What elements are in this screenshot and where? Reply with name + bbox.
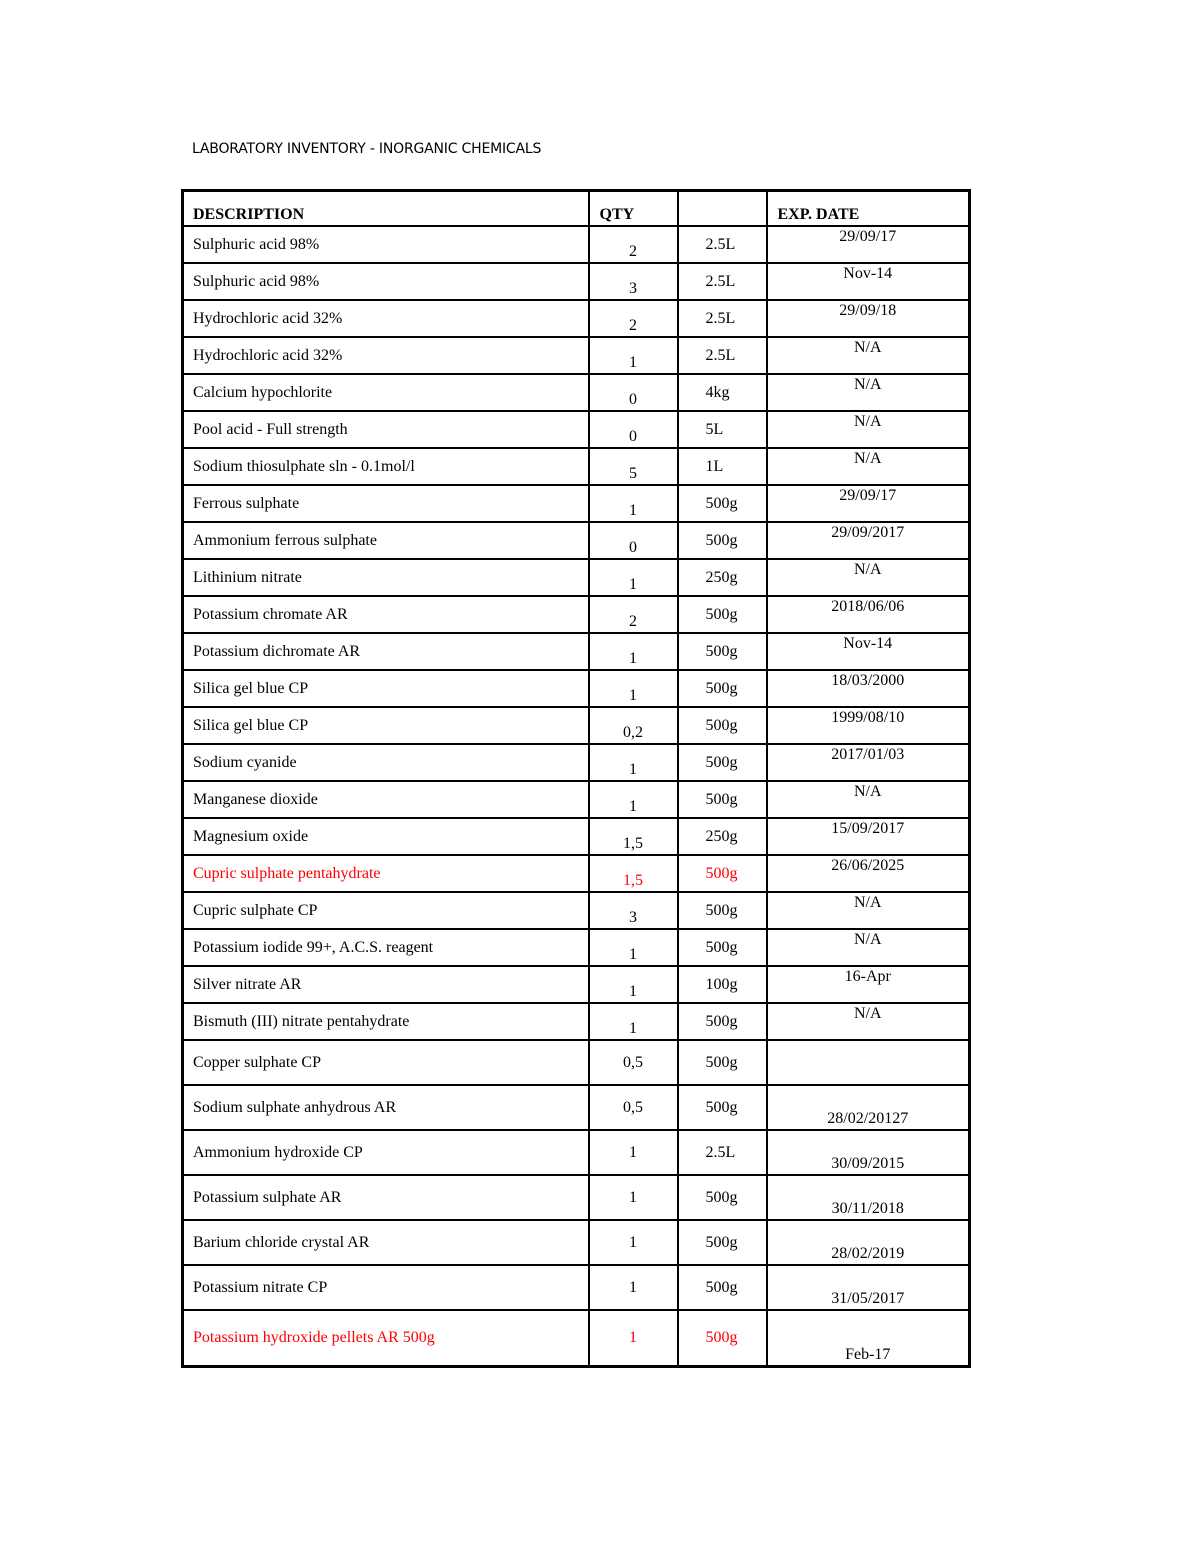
cell-exp-date: N/A	[767, 448, 970, 485]
cell-description: Sulphuric acid 98%	[183, 263, 589, 300]
cell-qty: 5	[589, 448, 678, 485]
cell-qty: 1	[589, 966, 678, 1003]
cell-exp-date: 28/02/20127	[767, 1085, 970, 1130]
cell-unit: 500g	[678, 929, 767, 966]
cell-exp-date: 1999/08/10	[767, 707, 970, 744]
cell-exp-date: N/A	[767, 1003, 970, 1040]
table-row	[183, 300, 970, 337]
cell-qty: 1	[589, 929, 678, 966]
table-row	[183, 781, 970, 818]
cell-unit: 100g	[678, 966, 767, 1003]
cell-qty: 1	[589, 1175, 678, 1220]
cell-description: Sulphuric acid 98%	[183, 226, 589, 263]
cell-exp-date: 29/09/17	[767, 226, 970, 263]
cell-unit: 500g	[678, 1175, 767, 1220]
cell-qty: 1	[589, 1310, 678, 1366]
cell-unit: 2.5L	[678, 263, 767, 300]
cell-description: Cupric sulphate CP	[183, 892, 589, 929]
cell-exp-date: 28/02/2019	[767, 1220, 970, 1265]
cell-qty: 0,5	[589, 1085, 678, 1130]
cell-description: Copper sulphate CP	[183, 1040, 589, 1085]
table-row	[183, 892, 970, 929]
cell-exp-date: 2017/01/03	[767, 744, 970, 781]
cell-description: Sodium cyanide	[183, 744, 589, 781]
cell-unit: 500g	[678, 1220, 767, 1265]
table-row	[183, 485, 970, 522]
cell-description: Potassium sulphate AR	[183, 1175, 589, 1220]
table-row	[183, 1003, 970, 1040]
cell-description: Cupric sulphate pentahydrate	[183, 855, 589, 892]
cell-description: Calcium hypochlorite	[183, 374, 589, 411]
cell-unit: 500g	[678, 781, 767, 818]
cell-description: Potassium iodide 99+, A.C.S. reagent	[183, 929, 589, 966]
cell-exp-date: N/A	[767, 559, 970, 596]
cell-description: Barium chloride crystal AR	[183, 1220, 589, 1265]
table-row	[183, 411, 970, 448]
cell-exp-date: 29/09/2017	[767, 522, 970, 559]
cell-exp-date: 26/06/2025	[767, 855, 970, 892]
cell-unit: 500g	[678, 1265, 767, 1310]
cell-description: Manganese dioxide	[183, 781, 589, 818]
cell-qty: 1	[589, 337, 678, 374]
table-row	[183, 929, 970, 966]
table-row	[183, 1175, 970, 1220]
cell-qty: 1,5	[589, 818, 678, 855]
table-row	[183, 374, 970, 411]
cell-unit: 500g	[678, 522, 767, 559]
cell-description: Ferrous sulphate	[183, 485, 589, 522]
cell-exp-date: 15/09/2017	[767, 818, 970, 855]
cell-description: Hydrochloric acid 32%	[183, 337, 589, 374]
cell-qty: 1	[589, 1265, 678, 1310]
cell-unit: 500g	[678, 855, 767, 892]
cell-unit: 500g	[678, 1003, 767, 1040]
cell-exp-date: Nov-14	[767, 633, 970, 670]
cell-qty: 1	[589, 670, 678, 707]
cell-exp-date: 31/05/2017	[767, 1265, 970, 1310]
cell-unit: 500g	[678, 1310, 767, 1366]
table-row	[183, 633, 970, 670]
cell-exp-date: 29/09/17	[767, 485, 970, 522]
cell-unit: 500g	[678, 670, 767, 707]
cell-unit: 250g	[678, 559, 767, 596]
cell-description: Silica gel blue CP	[183, 707, 589, 744]
cell-exp-date: N/A	[767, 892, 970, 929]
cell-qty: 1	[589, 1130, 678, 1175]
cell-exp-date	[767, 1040, 970, 1085]
cell-description: Bismuth (III) nitrate pentahydrate	[183, 1003, 589, 1040]
cell-exp-date: N/A	[767, 411, 970, 448]
cell-unit: 500g	[678, 892, 767, 929]
table-row	[183, 1265, 970, 1310]
header-exp-date: EXP. DATE	[767, 191, 970, 227]
cell-description: Silica gel blue CP	[183, 670, 589, 707]
cell-unit: 5L	[678, 411, 767, 448]
table-row	[183, 670, 970, 707]
cell-description: Potassium hydroxide pellets AR 500g	[183, 1310, 589, 1366]
table-row	[183, 263, 970, 300]
cell-exp-date: N/A	[767, 781, 970, 818]
cell-description: Ammonium ferrous sulphate	[183, 522, 589, 559]
table-row	[183, 522, 970, 559]
cell-unit: 500g	[678, 744, 767, 781]
header-qty: QTY	[589, 191, 678, 227]
cell-qty: 3	[589, 892, 678, 929]
cell-qty: 2	[589, 596, 678, 633]
header-description: DESCRIPTION	[183, 191, 589, 227]
table-row	[183, 226, 970, 263]
cell-qty: 2	[589, 300, 678, 337]
cell-unit: 1L	[678, 448, 767, 485]
table-body	[183, 226, 970, 1366]
cell-exp-date: 29/09/18	[767, 300, 970, 337]
table-row	[183, 1310, 970, 1366]
cell-qty: 0	[589, 374, 678, 411]
cell-unit: 500g	[678, 1085, 767, 1130]
cell-qty: 1	[589, 744, 678, 781]
cell-exp-date: Feb-17	[767, 1310, 970, 1366]
header-unit	[678, 191, 767, 227]
cell-exp-date: N/A	[767, 337, 970, 374]
cell-qty: 1	[589, 559, 678, 596]
cell-description: Pool acid - Full strength	[183, 411, 589, 448]
table-row	[183, 337, 970, 374]
table-row	[183, 818, 970, 855]
cell-description: Potassium chromate AR	[183, 596, 589, 633]
cell-qty: 2	[589, 226, 678, 263]
table-row	[183, 1040, 970, 1085]
cell-unit: 2.5L	[678, 1130, 767, 1175]
cell-description: Ammonium hydroxide CP	[183, 1130, 589, 1175]
cell-exp-date: 2018/06/06	[767, 596, 970, 633]
table-row	[183, 1130, 970, 1175]
cell-qty: 0	[589, 522, 678, 559]
cell-description: Potassium nitrate CP	[183, 1265, 589, 1310]
cell-description: Lithinium nitrate	[183, 559, 589, 596]
table-row	[183, 744, 970, 781]
cell-qty: 0,5	[589, 1040, 678, 1085]
cell-unit: 500g	[678, 707, 767, 744]
table-row	[183, 855, 970, 892]
cell-unit: 500g	[678, 633, 767, 670]
cell-unit: 500g	[678, 596, 767, 633]
table-row	[183, 448, 970, 485]
table-row	[183, 596, 970, 633]
cell-qty: 0	[589, 411, 678, 448]
document-title: LABORATORY INVENTORY - INORGANIC CHEMICALS	[192, 141, 542, 157]
cell-exp-date: 30/09/2015	[767, 1130, 970, 1175]
cell-description: Potassium dichromate AR	[183, 633, 589, 670]
table-row	[183, 1220, 970, 1265]
cell-exp-date: 30/11/2018	[767, 1175, 970, 1220]
cell-unit: 500g	[678, 1040, 767, 1085]
cell-qty: 1,5	[589, 855, 678, 892]
cell-unit: 2.5L	[678, 300, 767, 337]
cell-qty: 1	[589, 1003, 678, 1040]
table-row	[183, 966, 970, 1003]
table-row	[183, 707, 970, 744]
cell-description: Sodium sulphate anhydrous AR	[183, 1085, 589, 1130]
cell-exp-date: 18/03/2000	[767, 670, 970, 707]
cell-exp-date: N/A	[767, 374, 970, 411]
cell-qty: 3	[589, 263, 678, 300]
inventory-table	[181, 189, 971, 1368]
cell-description: Sodium thiosulphate sln - 0.1mol/l	[183, 448, 589, 485]
table-row	[183, 559, 970, 596]
cell-unit: 2.5L	[678, 226, 767, 263]
cell-description: Hydrochloric acid 32%	[183, 300, 589, 337]
cell-qty: 0,2	[589, 707, 678, 744]
cell-unit: 250g	[678, 818, 767, 855]
cell-unit: 4kg	[678, 374, 767, 411]
cell-exp-date: Nov-14	[767, 263, 970, 300]
cell-unit: 500g	[678, 485, 767, 522]
cell-exp-date: 16-Apr	[767, 966, 970, 1003]
table-header-row	[183, 191, 970, 227]
cell-exp-date: N/A	[767, 929, 970, 966]
cell-unit: 2.5L	[678, 337, 767, 374]
cell-qty: 1	[589, 633, 678, 670]
cell-qty: 1	[589, 1220, 678, 1265]
cell-qty: 1	[589, 781, 678, 818]
cell-qty: 1	[589, 485, 678, 522]
cell-description: Silver nitrate AR	[183, 966, 589, 1003]
cell-description: Magnesium oxide	[183, 818, 589, 855]
table-row	[183, 1085, 970, 1130]
